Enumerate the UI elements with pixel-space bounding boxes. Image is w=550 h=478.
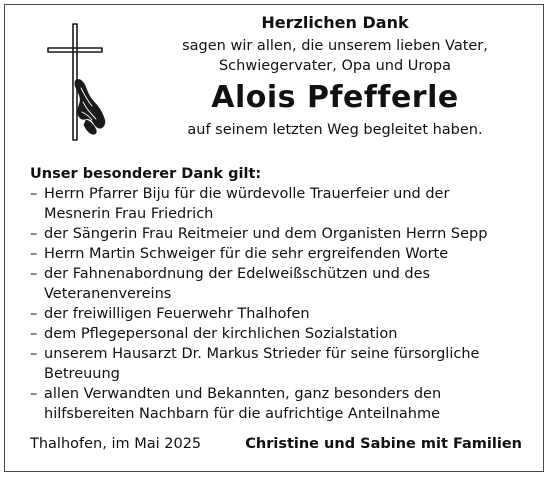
special-thanks-heading: Unser besonderer Dank gilt: xyxy=(30,166,262,182)
list-item-line: Herrn Martin Schweiger für die sehr ergreifenden Worte xyxy=(44,246,449,262)
list-item-line: Veteranenvereins xyxy=(44,286,172,302)
list-item xyxy=(30,384,535,424)
list-item-line: der freiwilligen Feuerwehr Thalhofen xyxy=(44,306,310,322)
list-item-line: hilfsbereiten Nachbarn für die aufrichtige Anteilnahme xyxy=(44,406,441,422)
cross-with-praying-hands-icon xyxy=(46,22,126,142)
list-item-line: Betreuung xyxy=(44,366,120,382)
list-dash: – xyxy=(30,386,38,402)
header xyxy=(130,10,540,140)
list-item xyxy=(30,244,535,264)
thanks-list xyxy=(30,184,535,424)
footer xyxy=(30,432,522,456)
list-item-line: unserem Hausarzt Dr. Markus Strieder für seine fürsorgliche xyxy=(44,346,480,362)
list-dash: – xyxy=(30,306,38,322)
list-dash: – xyxy=(30,326,38,342)
special-thanks-section xyxy=(30,164,535,424)
list-dash: – xyxy=(30,266,38,282)
deceased-name: Alois Pfefferle xyxy=(211,80,459,115)
intro-line-2: Schwiegervater, Opa und Uropa xyxy=(218,58,452,74)
place-and-date: Thalhofen, im Mai 2025 xyxy=(30,436,202,452)
list-item-line: allen Verwandten und Bekannten, ganz besonders den xyxy=(44,386,442,402)
family-signature: Christine und Sabine mit Familien xyxy=(245,436,522,452)
thanks-title: Herzlichen Dank xyxy=(261,13,409,32)
list-item-line: dem Pflegepersonal der kirchlichen Sozialstation xyxy=(44,326,398,342)
list-item-line: Mesnerin Frau Friedrich xyxy=(44,206,214,222)
list-dash: – xyxy=(30,186,38,202)
list-item-line: der Sängerin Frau Reitmeier und dem Organisten Herrn Sepp xyxy=(44,226,488,242)
intro-line-1: sagen wir allen, die unserem lieben Vater, xyxy=(182,38,488,54)
list-item-line: Herrn Pfarrer Biju für die würdevolle Trauerfeier und der xyxy=(44,186,450,202)
list-dash: – xyxy=(30,246,38,262)
list-item xyxy=(30,344,535,384)
list-dash: – xyxy=(30,346,38,362)
list-item xyxy=(30,184,535,224)
list-item xyxy=(30,224,535,244)
list-item xyxy=(30,324,535,344)
intro-line-3: auf seinem letzten Weg begleitet haben. xyxy=(187,122,483,138)
list-item xyxy=(30,264,535,304)
list-item-line: der Fahnenabordnung der Edelweißschützen und des xyxy=(44,266,431,282)
list-item xyxy=(30,304,535,324)
list-dash: – xyxy=(30,226,38,242)
